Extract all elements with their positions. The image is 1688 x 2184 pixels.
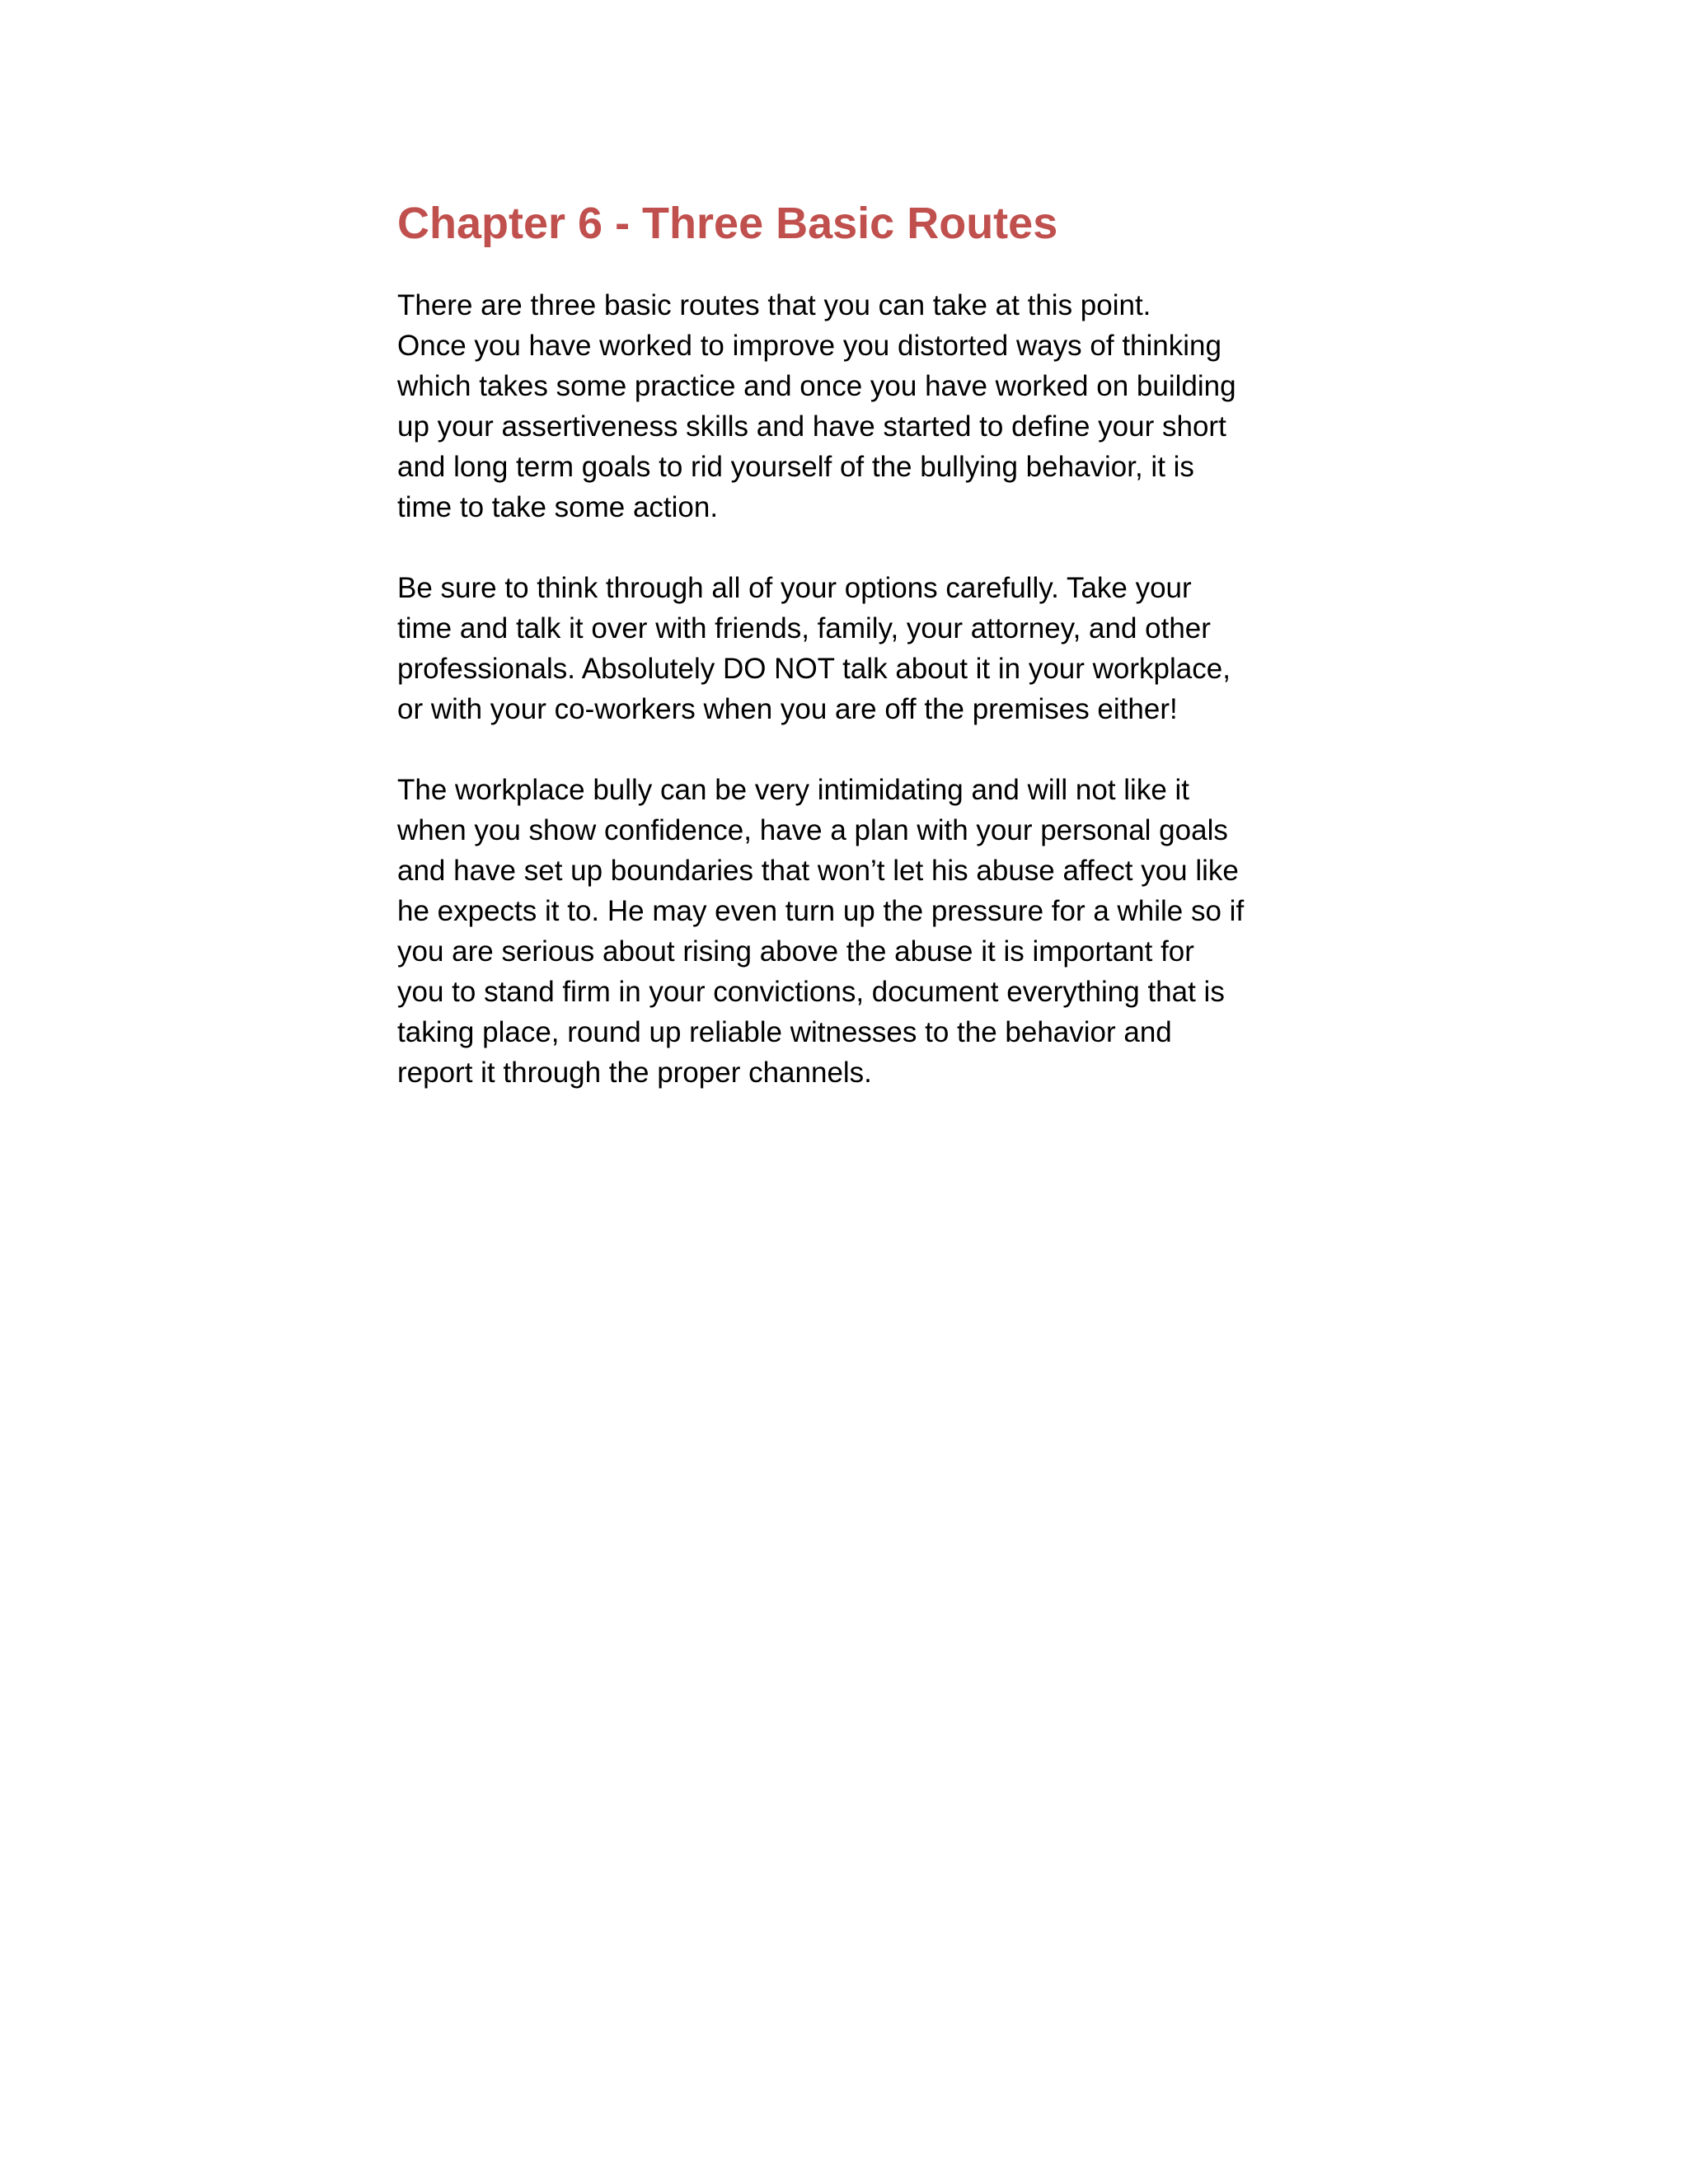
text-line: Be sure to think through all of your options carefully. Take your — [397, 572, 1192, 604]
chapter-title: Chapter 6 - Three Basic Routes — [397, 199, 1058, 248]
text-line: report it through the proper channels. — [397, 1057, 872, 1089]
document-body — [397, 196, 1312, 1133]
text-line: The workplace bully can be very intimidating and will not like it — [397, 774, 1190, 806]
text-line: when you show confidence, have a plan with your personal goals — [397, 814, 1228, 846]
text-line: There are three basic routes that you can take at this point. — [397, 289, 1151, 321]
text-line: he expects it to. He may even turn up the pressure for a while so if — [397, 895, 1245, 927]
paragraph-bully — [397, 770, 1312, 1093]
paragraph-intro — [397, 285, 1312, 527]
paragraph-options — [397, 568, 1312, 729]
text-line: professionals. Absolutely DO NOT talk about it in your workplace, — [397, 653, 1231, 685]
text-line: and have set up boundaries that won’t let his abuse affect you like — [397, 855, 1239, 887]
text-line: or with your co-workers when you are off the premises either! — [397, 693, 1178, 725]
text-line: you are serious about rising above the abuse it is important for — [397, 935, 1194, 968]
text-line: time to take some action. — [397, 491, 719, 523]
text-line: which takes some practice and once you have worked on building — [397, 370, 1236, 402]
text-line: taking place, round up reliable witnesses to the behavior and — [397, 1016, 1172, 1048]
text-line: you to stand firm in your convictions, document everything that is — [397, 976, 1225, 1008]
text-line: and long term goals to rid yourself of the bullying behavior, it is — [397, 451, 1194, 483]
text-line: Once you have worked to improve you distorted ways of thinking — [397, 330, 1221, 362]
text-line: time and talk it over with friends, family, your attorney, and other — [397, 612, 1211, 644]
text-line: up your assertiveness skills and have started to define your short — [397, 410, 1226, 443]
